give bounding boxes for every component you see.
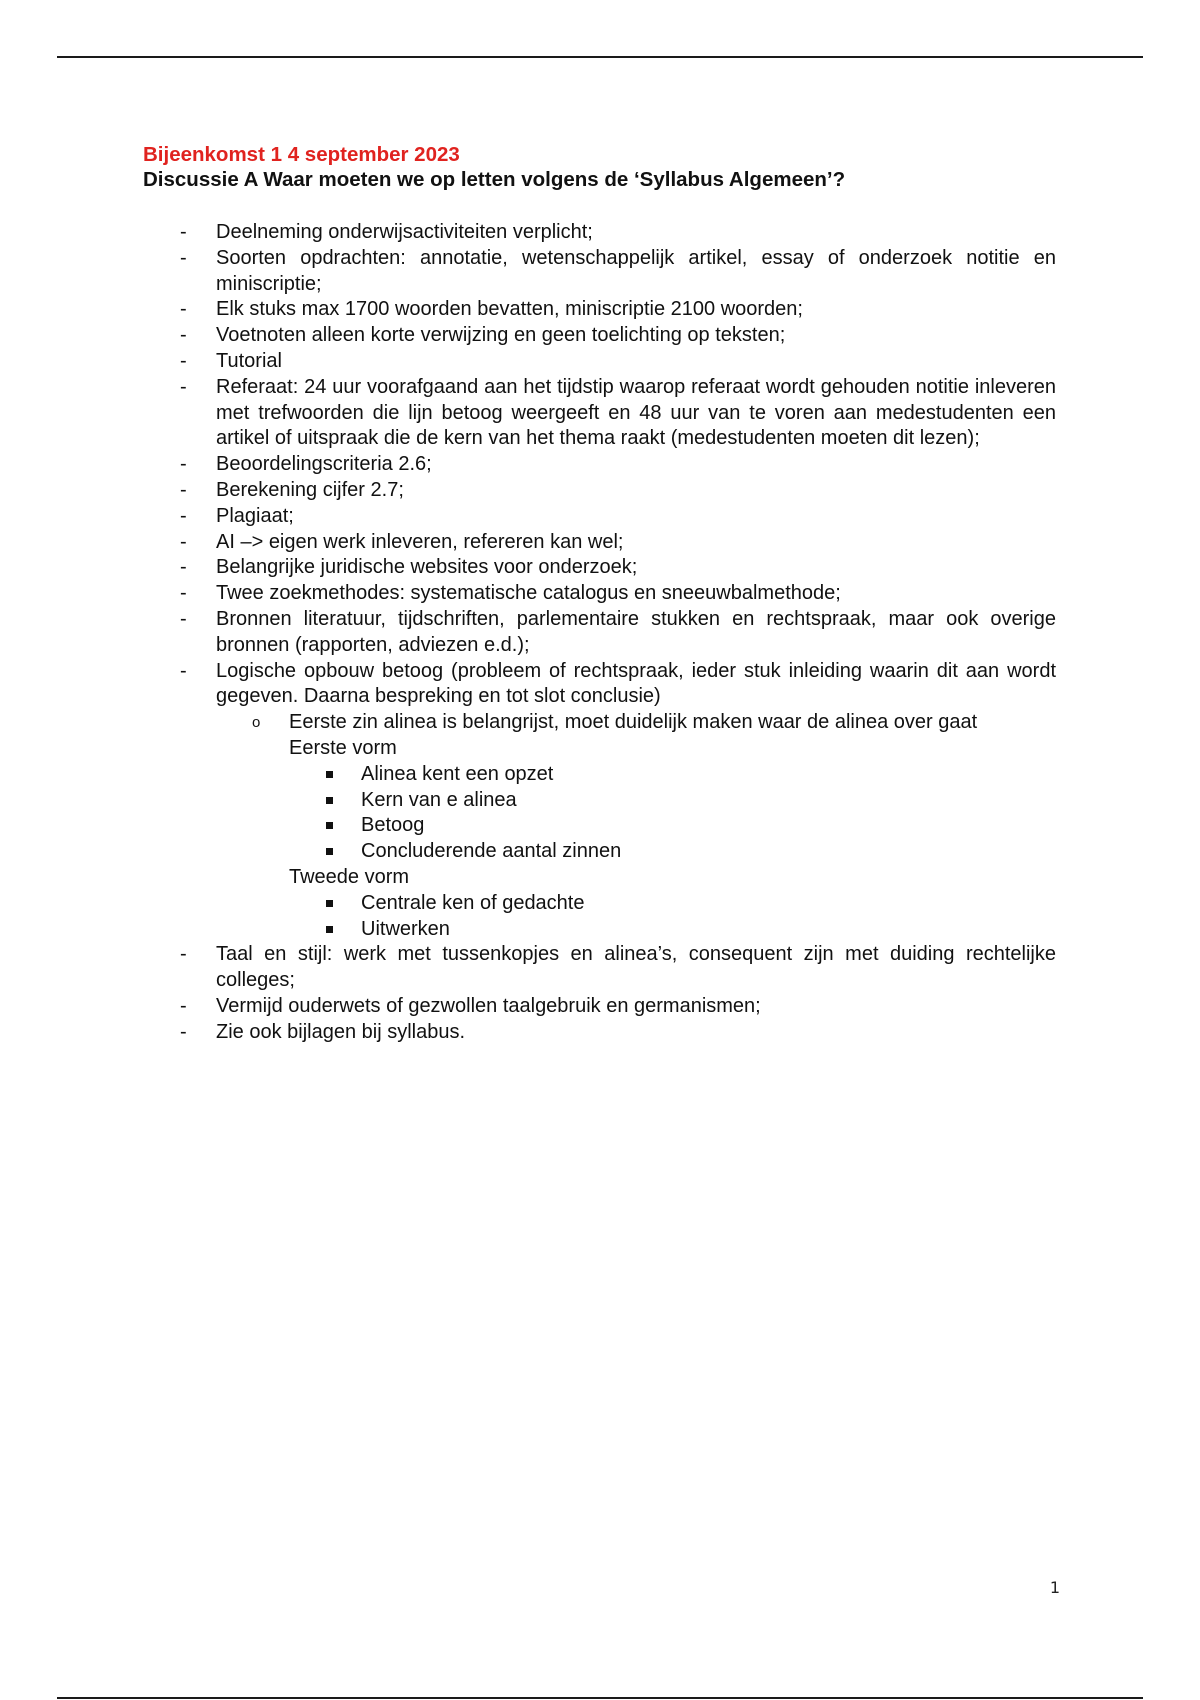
dash-bullet: -: [180, 375, 187, 398]
list-item-text: Soorten opdrachten: annotatie, wetenschappelijk artikel, essay of onderzoek notitie en miniscriptie;: [216, 246, 1056, 295]
list-item: [0, 1020, 1056, 1046]
list-item-text: Vermijd ouderwets of gezwollen taalgebruik en germanismen;: [216, 994, 761, 1017]
dash-bullet: -: [180, 556, 187, 579]
list-item: [0, 530, 1056, 556]
nested-list-item: [0, 839, 1056, 865]
list-item: [0, 581, 1056, 607]
list-item-text: AI –> eigen werk inleveren, refereren kan wel;: [216, 530, 624, 553]
list-item: [0, 297, 1056, 323]
dash-bullet: -: [180, 530, 187, 553]
list-item: [0, 452, 1056, 478]
top-rule: [57, 56, 1143, 58]
dash-bullet: -: [180, 324, 187, 347]
nested-list-item-text: Centrale ken of gedachte: [361, 891, 585, 914]
discussion-title: Discussie A Waar moeten we op letten volgens de ‘Syllabus Algemeen’?: [143, 168, 846, 191]
list-item-text: Plagiaat;: [216, 504, 294, 527]
list-item: [0, 942, 1056, 994]
nested-list-item: [0, 788, 1056, 814]
list-item: [0, 349, 1056, 375]
list-item-text: Referaat: 24 uur voorafgaand aan het tijdstip waarop referaat wordt gehouden notitie inleveren met trefwoorden die lijn betoog weergeeft en 48 uur van te voren aan medestudenten een artikel of uitspraak die de kern van het thema raakt (medestudenten moeten dit lezen);: [216, 375, 1056, 450]
list-item-text: Zie ook bijlagen bij syllabus.: [216, 1020, 466, 1043]
nested-list-item: [0, 891, 1056, 917]
square-bullet-icon: [326, 797, 333, 804]
list-item: [0, 994, 1056, 1020]
nested-list-item-text: Alinea kent een opzet: [361, 762, 554, 785]
square-bullet-icon: [326, 926, 333, 933]
list-item: [0, 659, 1056, 711]
dash-bullet: -: [180, 298, 187, 321]
list-item-text: Logische opbouw betoog (probleem of rechtspraak, ieder stuk inleiding waarin dit aan wordt gegeven. Daarna bespreking en tot slot conclusie): [216, 659, 1056, 708]
list-item-text: Taal en stijl: werk met tussenkopjes en alinea’s, consequent zijn met duiding rechtelijke colleges;: [216, 943, 1056, 992]
dash-bullet: -: [180, 453, 187, 476]
square-bullet-icon: [326, 900, 333, 907]
dash-bullet: -: [180, 994, 187, 1017]
list-item-text: Beoordelingscriteria 2.6;: [216, 453, 432, 476]
dash-bullet: -: [180, 943, 187, 966]
circle-bullet: o: [252, 714, 261, 732]
dash-bullet: -: [180, 582, 187, 605]
list-item-text: Tutorial: [216, 349, 282, 372]
list-item: [0, 323, 1056, 349]
meeting-title: Bijeenkomst 1 4 september 2023: [143, 143, 460, 166]
list-item-text: Deelneming onderwijsactiviteiten verplicht;: [216, 221, 593, 243]
list-item-text: Bronnen literatuur, tijdschriften, parlementaire stukken en rechtspraak, maar ook overige bronnen (rapporten, adviezen e.d.);: [216, 607, 1056, 656]
square-bullet-icon: [326, 848, 333, 855]
list-item: [0, 220, 1056, 246]
second-form-label: Tweede vorm: [289, 865, 410, 888]
nested-list-item-text: Concluderende aantal zinnen: [361, 840, 622, 863]
first-form-label: Eerste vorm: [289, 736, 397, 759]
nested-list-item-text: Uitwerken: [361, 917, 450, 940]
nested-list-item-text: Kern van e alinea: [361, 788, 517, 811]
sub-list-item: [0, 710, 1056, 736]
nested-list-item: [0, 762, 1056, 788]
dash-bullet: -: [180, 659, 187, 682]
nested-list-item-text: Betoog: [361, 814, 425, 837]
square-bullet-icon: [326, 771, 333, 778]
dash-bullet: -: [180, 246, 187, 269]
list-item-text: Twee zoekmethodes: systematische catalogus en sneeuwbalmethode;: [216, 582, 841, 605]
dash-bullet: -: [180, 349, 187, 372]
dash-bullet: -: [180, 607, 187, 630]
nested-list-item: [0, 917, 1056, 943]
syllabus-points-list: [0, 220, 1200, 1046]
list-item-text: Berekening cijfer 2.7;: [216, 478, 404, 501]
list-item: [0, 555, 1056, 581]
list-item: [0, 607, 1056, 659]
sub-list-item-text: Eerste zin alinea is belangrijst, moet duidelijk maken waar de alinea over gaat: [289, 711, 978, 734]
list-item: [0, 504, 1056, 530]
list-item: [0, 375, 1056, 452]
list-item-text: Voetnoten alleen korte verwijzing en geen toelichting op teksten;: [216, 324, 786, 347]
dash-bullet: -: [180, 504, 187, 527]
page-number: 1: [1049, 1578, 1060, 1597]
list-item-text: Belangrijke juridische websites voor onderzoek;: [216, 556, 638, 579]
list-item-text: Elk stuks max 1700 woorden bevatten, miniscriptie 2100 woorden;: [216, 298, 803, 321]
dash-bullet: -: [180, 221, 187, 243]
dash-bullet: -: [180, 478, 187, 501]
square-bullet-icon: [326, 822, 333, 829]
bottom-rule: [57, 1697, 1143, 1699]
list-item: [0, 246, 1056, 298]
dash-bullet: -: [180, 1020, 187, 1043]
nested-list-item: [0, 813, 1056, 839]
list-item: [0, 478, 1056, 504]
